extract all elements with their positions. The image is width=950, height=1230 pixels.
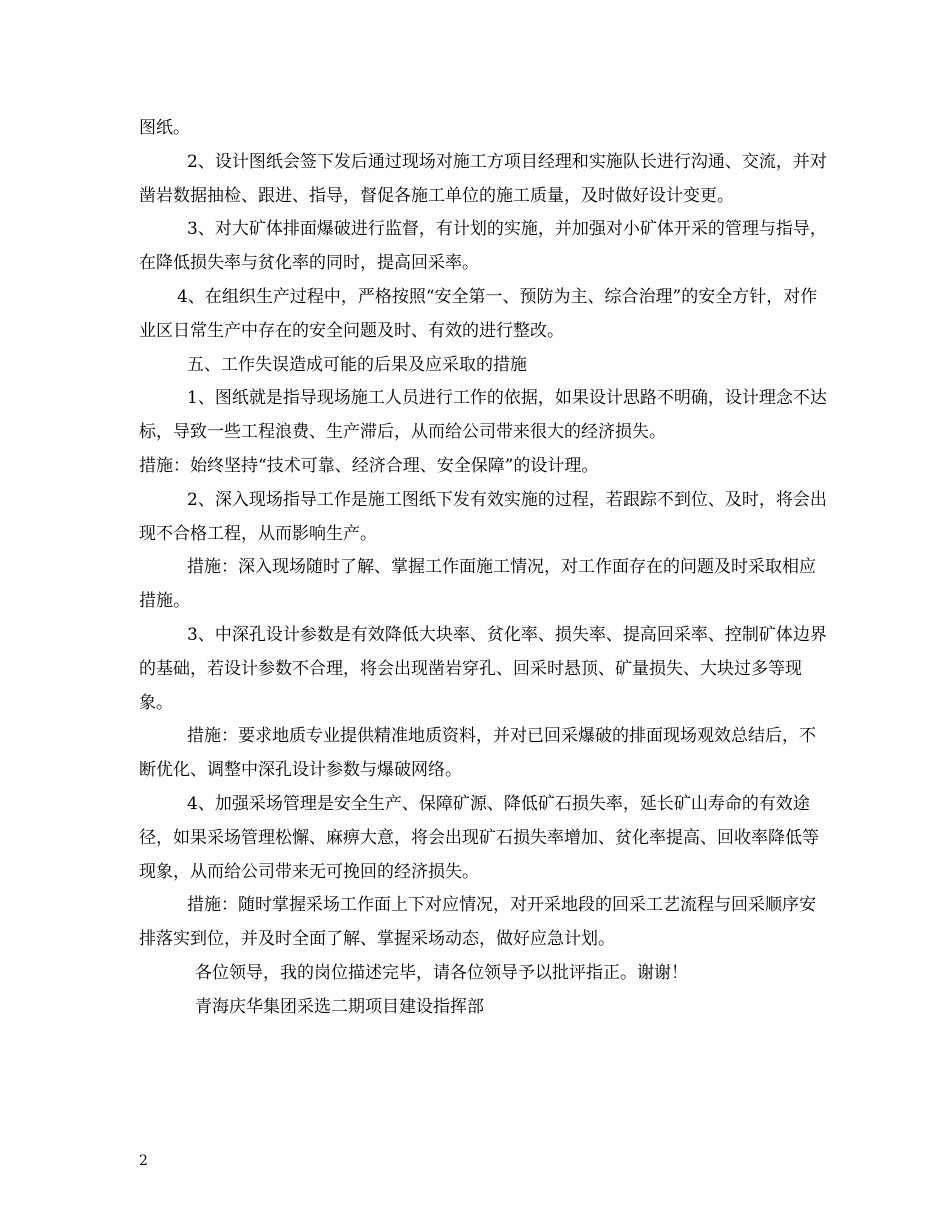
paragraph-measure-2: 措施：深入现场随时了解、掌握工作面施工情况，对工作面存在的问题及时采取相应措施。 xyxy=(139,557,816,612)
paragraph-risk-3: 3、中深孔设计参数是有效降低大块率、贫化率、损失率、提高回采率、控制矿体边界的基础，若设计参数不合理，将会出现凿岩穿孔、回采时悬顶、矿量损失、大块过多等现象。 xyxy=(139,624,827,713)
paragraph-risk-2: 2、深入现场指导工作是施工图纸下发有效实施的过程，若跟踪不到位、及时，将会出现不合格工程，从而影响生产。 xyxy=(139,489,827,544)
paragraph-closing: 各位领导，我的岗位描述完毕，请各位领导予以批评指正。谢谢！ xyxy=(195,962,688,983)
paragraph-measure-1: 措施：始终坚持“技术可靠、经济合理、安全保障”的设计理。 xyxy=(139,455,599,476)
paragraph-measure-3: 措施：要求地质专业提供精准地质资料，并对已回采爆破的排面现场观效总结后，不断优化、调整中深孔设计参数与爆破网络。 xyxy=(139,726,816,781)
paragraph-continuation: 图纸。 xyxy=(139,118,190,138)
paragraph-risk-1: 1、图纸就是指导现场施工人员进行工作的依据，如果设计思路不明确，设计理念不达标，导致一些工程浪费、生产滞后，从而给公司带来很大的经济损失。 xyxy=(139,388,827,443)
paragraph-item-4: 4、在组织生产过程中，严格按照“安全第一、预防为主、综合治理”的安全方针，对作业区日常生产中存在的安全问题及时、有效的进行整改。 xyxy=(139,286,818,341)
paragraph-risk-4: 4、加强采场管理是安全生产、保障矿源、降低矿石损失率，延长矿山寿命的有效途径，如果采场管理松懈、麻痹大意，将会出现矿石损失率增加、贫化率提高、回收率降低等现象，从而给公司带来无可挽回的经济损失。 xyxy=(139,793,819,882)
paragraph-item-2: 2、设计图纸会签下发后通过现场对施工方项目经理和实施队长进行沟通、交流，并对凿岩数据抽检、跟进、指导，督促各施工单位的施工质量，及时做好设计变更。 xyxy=(139,151,827,206)
paragraph-measure-4: 措施：随时掌握采场工作面上下对应情况，对开采地段的回采工艺流程与回采顺序安排落实到位，并及时全面了解、掌握采场动态，做好应急计划。 xyxy=(139,895,816,950)
page-number: 2 xyxy=(139,1153,148,1169)
paragraph-signature: 青海庆华集团采选二期项目建设指挥部 xyxy=(195,996,484,1017)
section-heading-5: 五、工作失误造成可能的后果及应采取的措施 xyxy=(187,354,527,375)
document-body xyxy=(139,112,829,1025)
paragraph-item-3: 3、对大矿体排面爆破进行监督，有计划的实施，并加强对小矿体开采的管理与指导，在降低损失率与贫化率的同时，提高回采率。 xyxy=(139,219,827,274)
